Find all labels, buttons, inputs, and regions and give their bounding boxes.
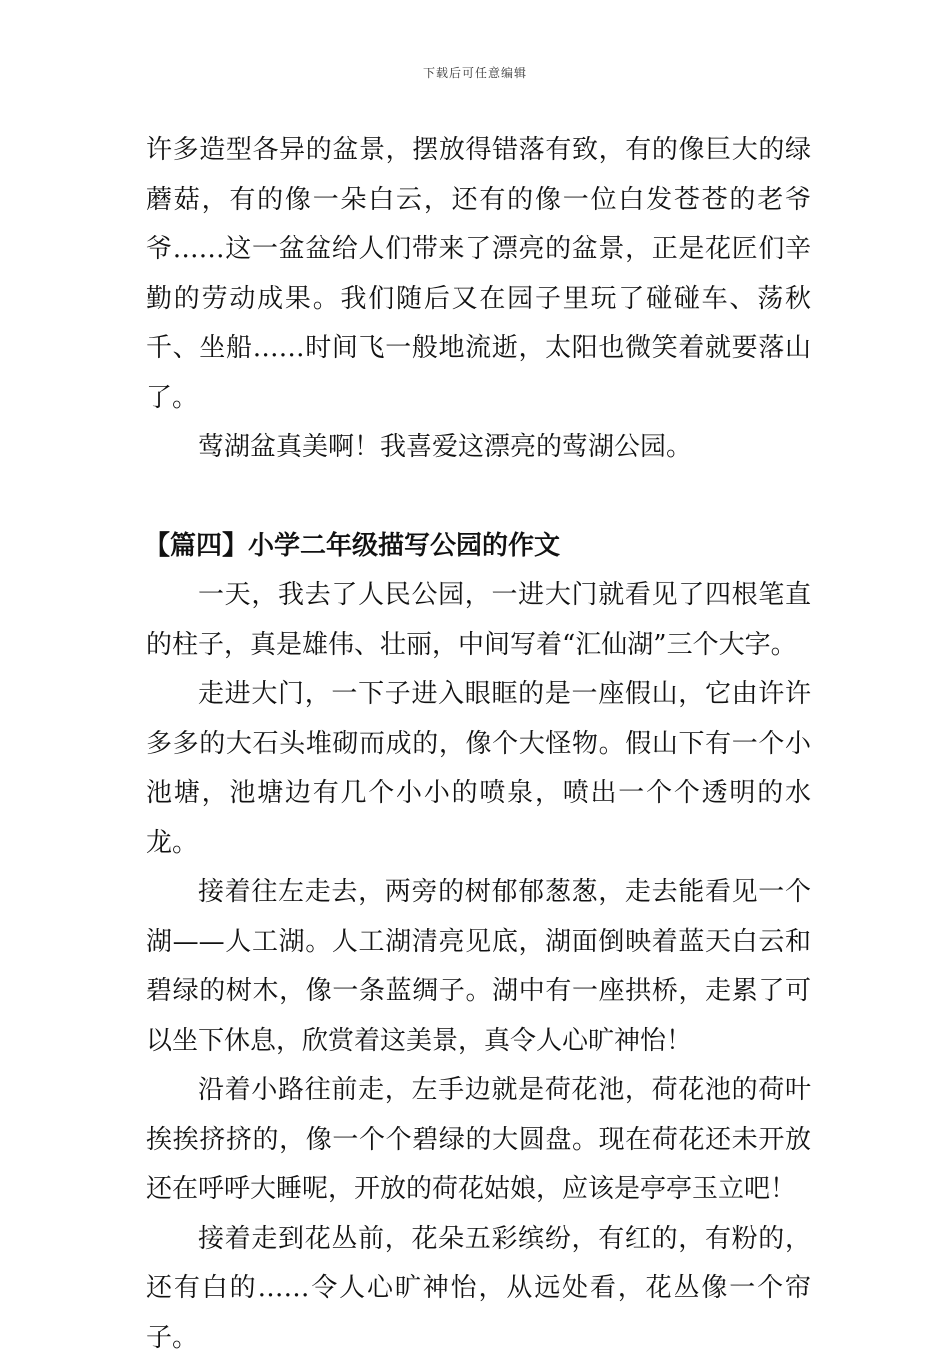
paragraph: 接着往左走去，两旁的树郁郁葱葱，走去能看见一个湖——人工湖。人工湖清亮见底，湖面倒映着蓝天白云和碧绿的树木，像一条蓝绸子。湖中有一座拱桥，走累了可以坐下休息，欣赏着这美景，真令人心旷神怡！ <box>146 868 811 1066</box>
paragraph: 走进大门，一下子进入眼眶的是一座假山，它由许许多多的大石头堆砌而成的，像个大怪物。假山下有一个小池塘，池塘边有几个小小的喷泉，喷出一个个透明的水龙。 <box>146 670 811 868</box>
paragraph-continued: 许多造型各异的盆景，摆放得错落有致，有的像巨大的绿蘑菇，有的像一朵白云，还有的像一位白发苍苍的老爷爷……这一盆盆给人们带来了漂亮的盆景，正是花匠们辛勤的劳动成果。我们随后又在园子里玩了碰碰车、荡秋千、坐船……时间飞一般地流逝，太阳也微笑着就要落山了。 <box>146 126 811 423</box>
paragraph: 接着走到花丛前，花朵五彩缤纷，有红的，有粉的，还有白的……令人心旷神怡，从远处看，花丛像一个帘子。 <box>146 1215 811 1363</box>
document-body <box>146 126 811 1363</box>
paragraph-closing: 莺湖盆真美啊！我喜爱这漂亮的莺湖公园。 <box>146 423 811 473</box>
section-heading: 【篇四】小学二年级描写公园的作文 <box>144 522 811 572</box>
section-gap <box>146 473 811 522</box>
paragraph: 沿着小路往前走，左手边就是荷花池，荷花池的荷叶挨挨挤挤的，像一个个碧绿的大圆盘。现在荷花还未开放还在呼呼大睡呢，开放的荷花姑娘，应该是亭亭玉立吧！ <box>146 1066 811 1215</box>
header-note: 下载后可任意编辑 <box>0 64 950 81</box>
paragraph: 一天，我去了人民公园，一进大门就看见了四根笔直的柱子，真是雄伟、壮丽，中间写着“汇仙湖”三个大字。 <box>146 571 811 670</box>
